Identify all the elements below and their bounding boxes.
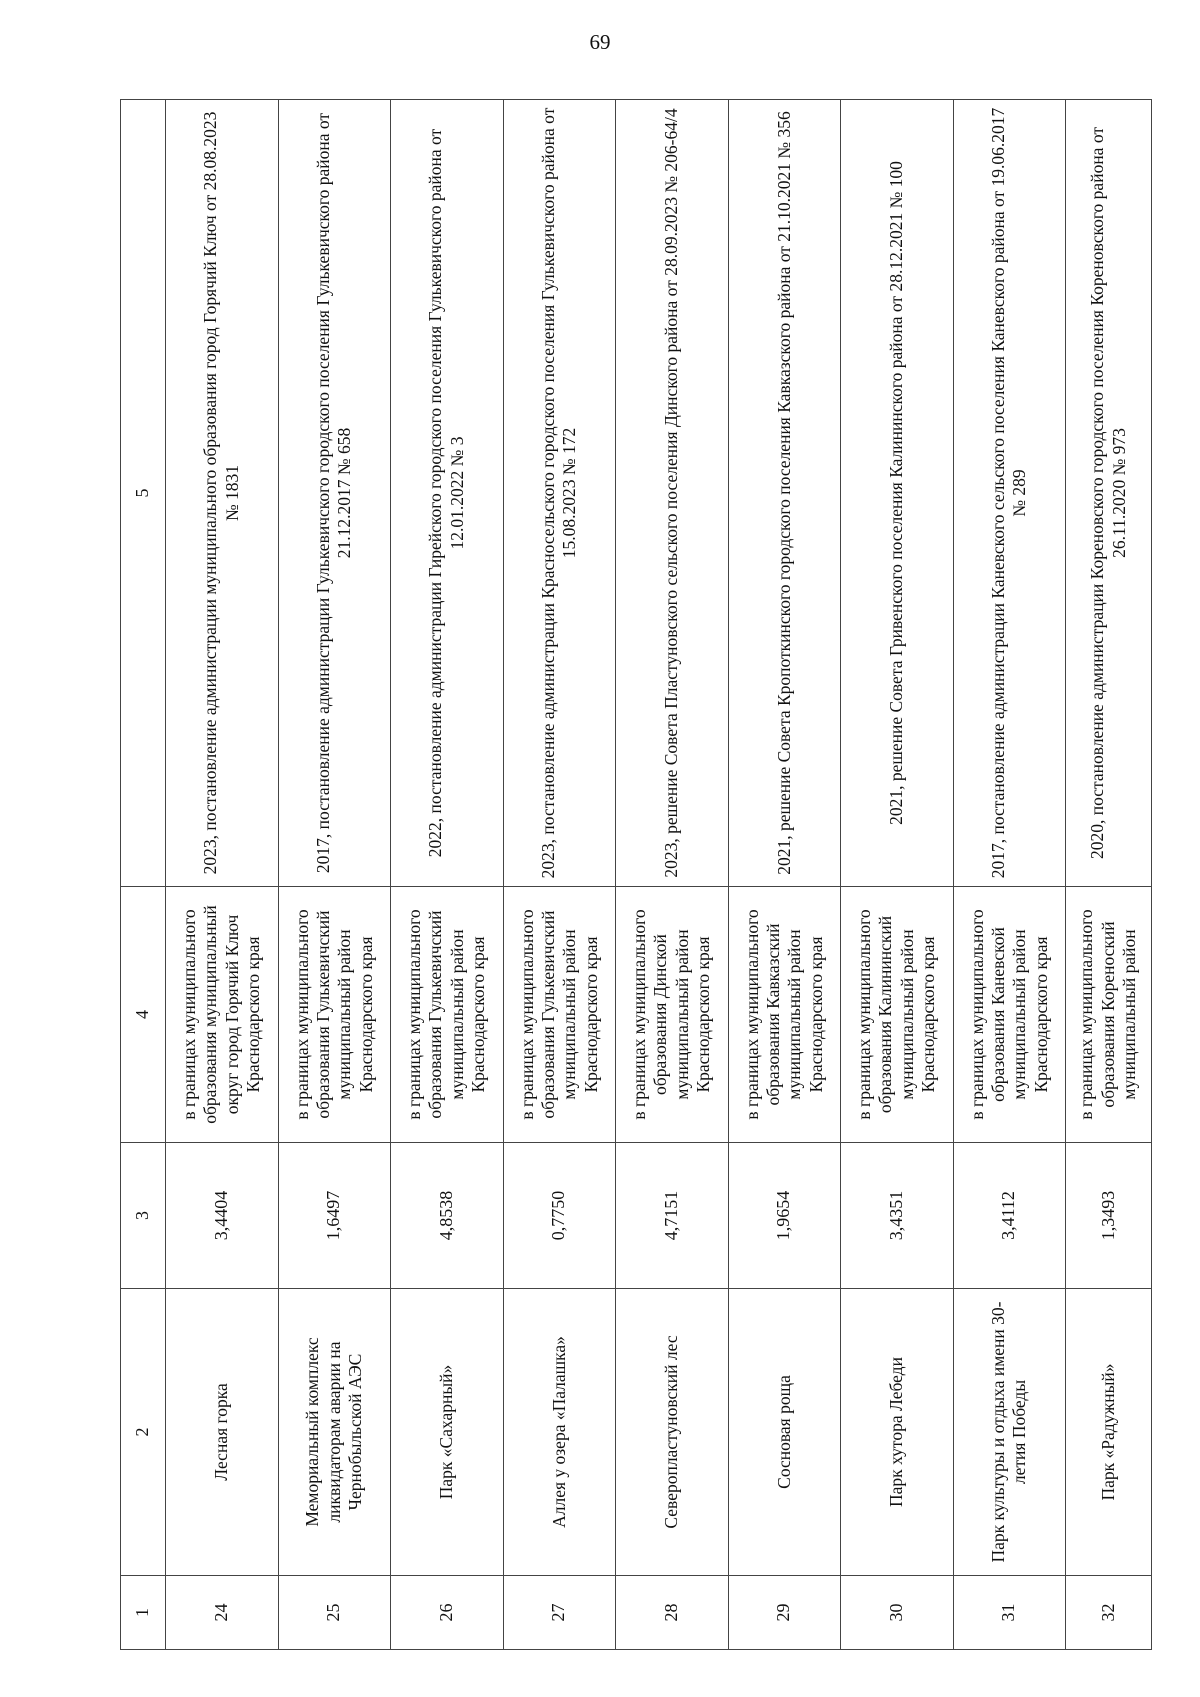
object-area: 3,4404 [166, 1143, 279, 1289]
row-number: 27 [503, 1576, 616, 1650]
table-row [728, 100, 841, 1650]
legal-basis: 2017, постановление администрации Гулькевичского городского поселения Гулькевичского района от 21.12.2017 № 658 [278, 100, 391, 887]
row-number: 28 [616, 1576, 729, 1650]
header-col-3: 3 [121, 1143, 166, 1289]
object-location: в границах муниципального образования Гулькевичский муниципальный район Краснодарского края [391, 887, 504, 1143]
object-area: 4,7151 [616, 1143, 729, 1289]
header-col-1: 1 [121, 1576, 166, 1650]
row-number: 26 [391, 1576, 504, 1650]
legal-basis: 2023, постановление администрации Красносельского городского поселения Гулькевичского района от 15.08.2023 № 172 [503, 100, 616, 887]
object-location: в границах муниципального образования Гулькевичский муниципальный район Краснодарского края [278, 887, 391, 1143]
row-number: 31 [953, 1576, 1066, 1650]
object-location: в границах муниципального образования Кавказский муниципальный район Краснодарского края [728, 887, 841, 1143]
table-row [278, 100, 391, 1650]
table-row [616, 100, 729, 1650]
landscape-table-container [120, 100, 1152, 1650]
table-row [166, 100, 279, 1650]
object-location: в границах муниципального образования Гулькевичский муниципальный район Краснодарского края [503, 887, 616, 1143]
object-name: Лесная горка [166, 1289, 279, 1576]
row-number: 32 [1066, 1576, 1152, 1650]
object-location: в границах муниципального образования муниципальный округ город Горячий Ключ Краснодарского края [166, 887, 279, 1143]
object-name: Аллея у озера «Палашка» [503, 1289, 616, 1576]
object-name: Мемориальный комплекс ликвидаторам аварии на Чернобыльской АЭС [278, 1289, 391, 1576]
legal-basis: 2021, решение Совета Гривенского поселения Калининского района от 28.12.2021 № 100 [841, 100, 954, 887]
table-header-row [121, 100, 166, 1650]
object-location: в границах муниципального образования Каневской муниципальный район Краснодарского края [953, 887, 1066, 1143]
page-number: 69 [589, 30, 611, 54]
registry-table [120, 99, 1152, 1650]
header-col-5: 5 [121, 100, 166, 887]
legal-basis: 2021, решение Совета Кропоткинского городского поселения Кавказского района от 21.10.2021 № 356 [728, 100, 841, 887]
row-number: 25 [278, 1576, 391, 1650]
object-name: Парк «Сахарный» [391, 1289, 504, 1576]
table-row [841, 100, 954, 1650]
row-number: 30 [841, 1576, 954, 1650]
legal-basis: 2020, постановление администрации Кореновского городского поселения Кореновского района от 26.11.2020 № 973 [1066, 100, 1152, 887]
object-name: Парк «Радужный» [1066, 1289, 1152, 1576]
header-col-4: 4 [121, 887, 166, 1143]
table-row [1066, 100, 1152, 1650]
table-row [503, 100, 616, 1650]
legal-basis: 2017, постановление администрации Каневского сельского поселения Каневского района от 19.06.2017 № 289 [953, 100, 1066, 887]
object-location: в границах муниципального образования Динской муниципальный район Краснодарского края [616, 887, 729, 1143]
row-number: 24 [166, 1576, 279, 1650]
object-name: Северопластуновский лес [616, 1289, 729, 1576]
rotated-table-region [120, 100, 1152, 1650]
object-name: Сосновая роща [728, 1289, 841, 1576]
object-area: 1,3493 [1066, 1143, 1152, 1289]
object-area: 4,8538 [391, 1143, 504, 1289]
object-name: Парк культуры и отдыха имени 30-летия Победы [953, 1289, 1066, 1576]
object-location: в границах муниципального образования Калининский муниципальный район Краснодарского края [841, 887, 954, 1143]
legal-basis: 2022, постановление администрации Гирейского городского поселения Гулькевичского района от 12.01.2022 № 3 [391, 100, 504, 887]
object-area: 3,4351 [841, 1143, 954, 1289]
table-row [953, 100, 1066, 1650]
row-number: 29 [728, 1576, 841, 1650]
header-col-2: 2 [121, 1289, 166, 1576]
legal-basis: 2023, постановление администрации муниципального образования город Горячий Ключ от 28.08.2023 № 1831 [166, 100, 279, 887]
table-row [391, 100, 504, 1650]
object-area: 1,9654 [728, 1143, 841, 1289]
object-location: в границах муниципального образования Кореноский муниципальный район [1066, 887, 1152, 1143]
object-area: 0,7750 [503, 1143, 616, 1289]
object-area: 3,4112 [953, 1143, 1066, 1289]
legal-basis: 2023, решение Совета Пластуновского сельского поселения Динского района от 28.09.2023 № 206-64/4 [616, 100, 729, 887]
object-name: Парк хутора Лебеди [841, 1289, 954, 1576]
object-area: 1,6497 [278, 1143, 391, 1289]
